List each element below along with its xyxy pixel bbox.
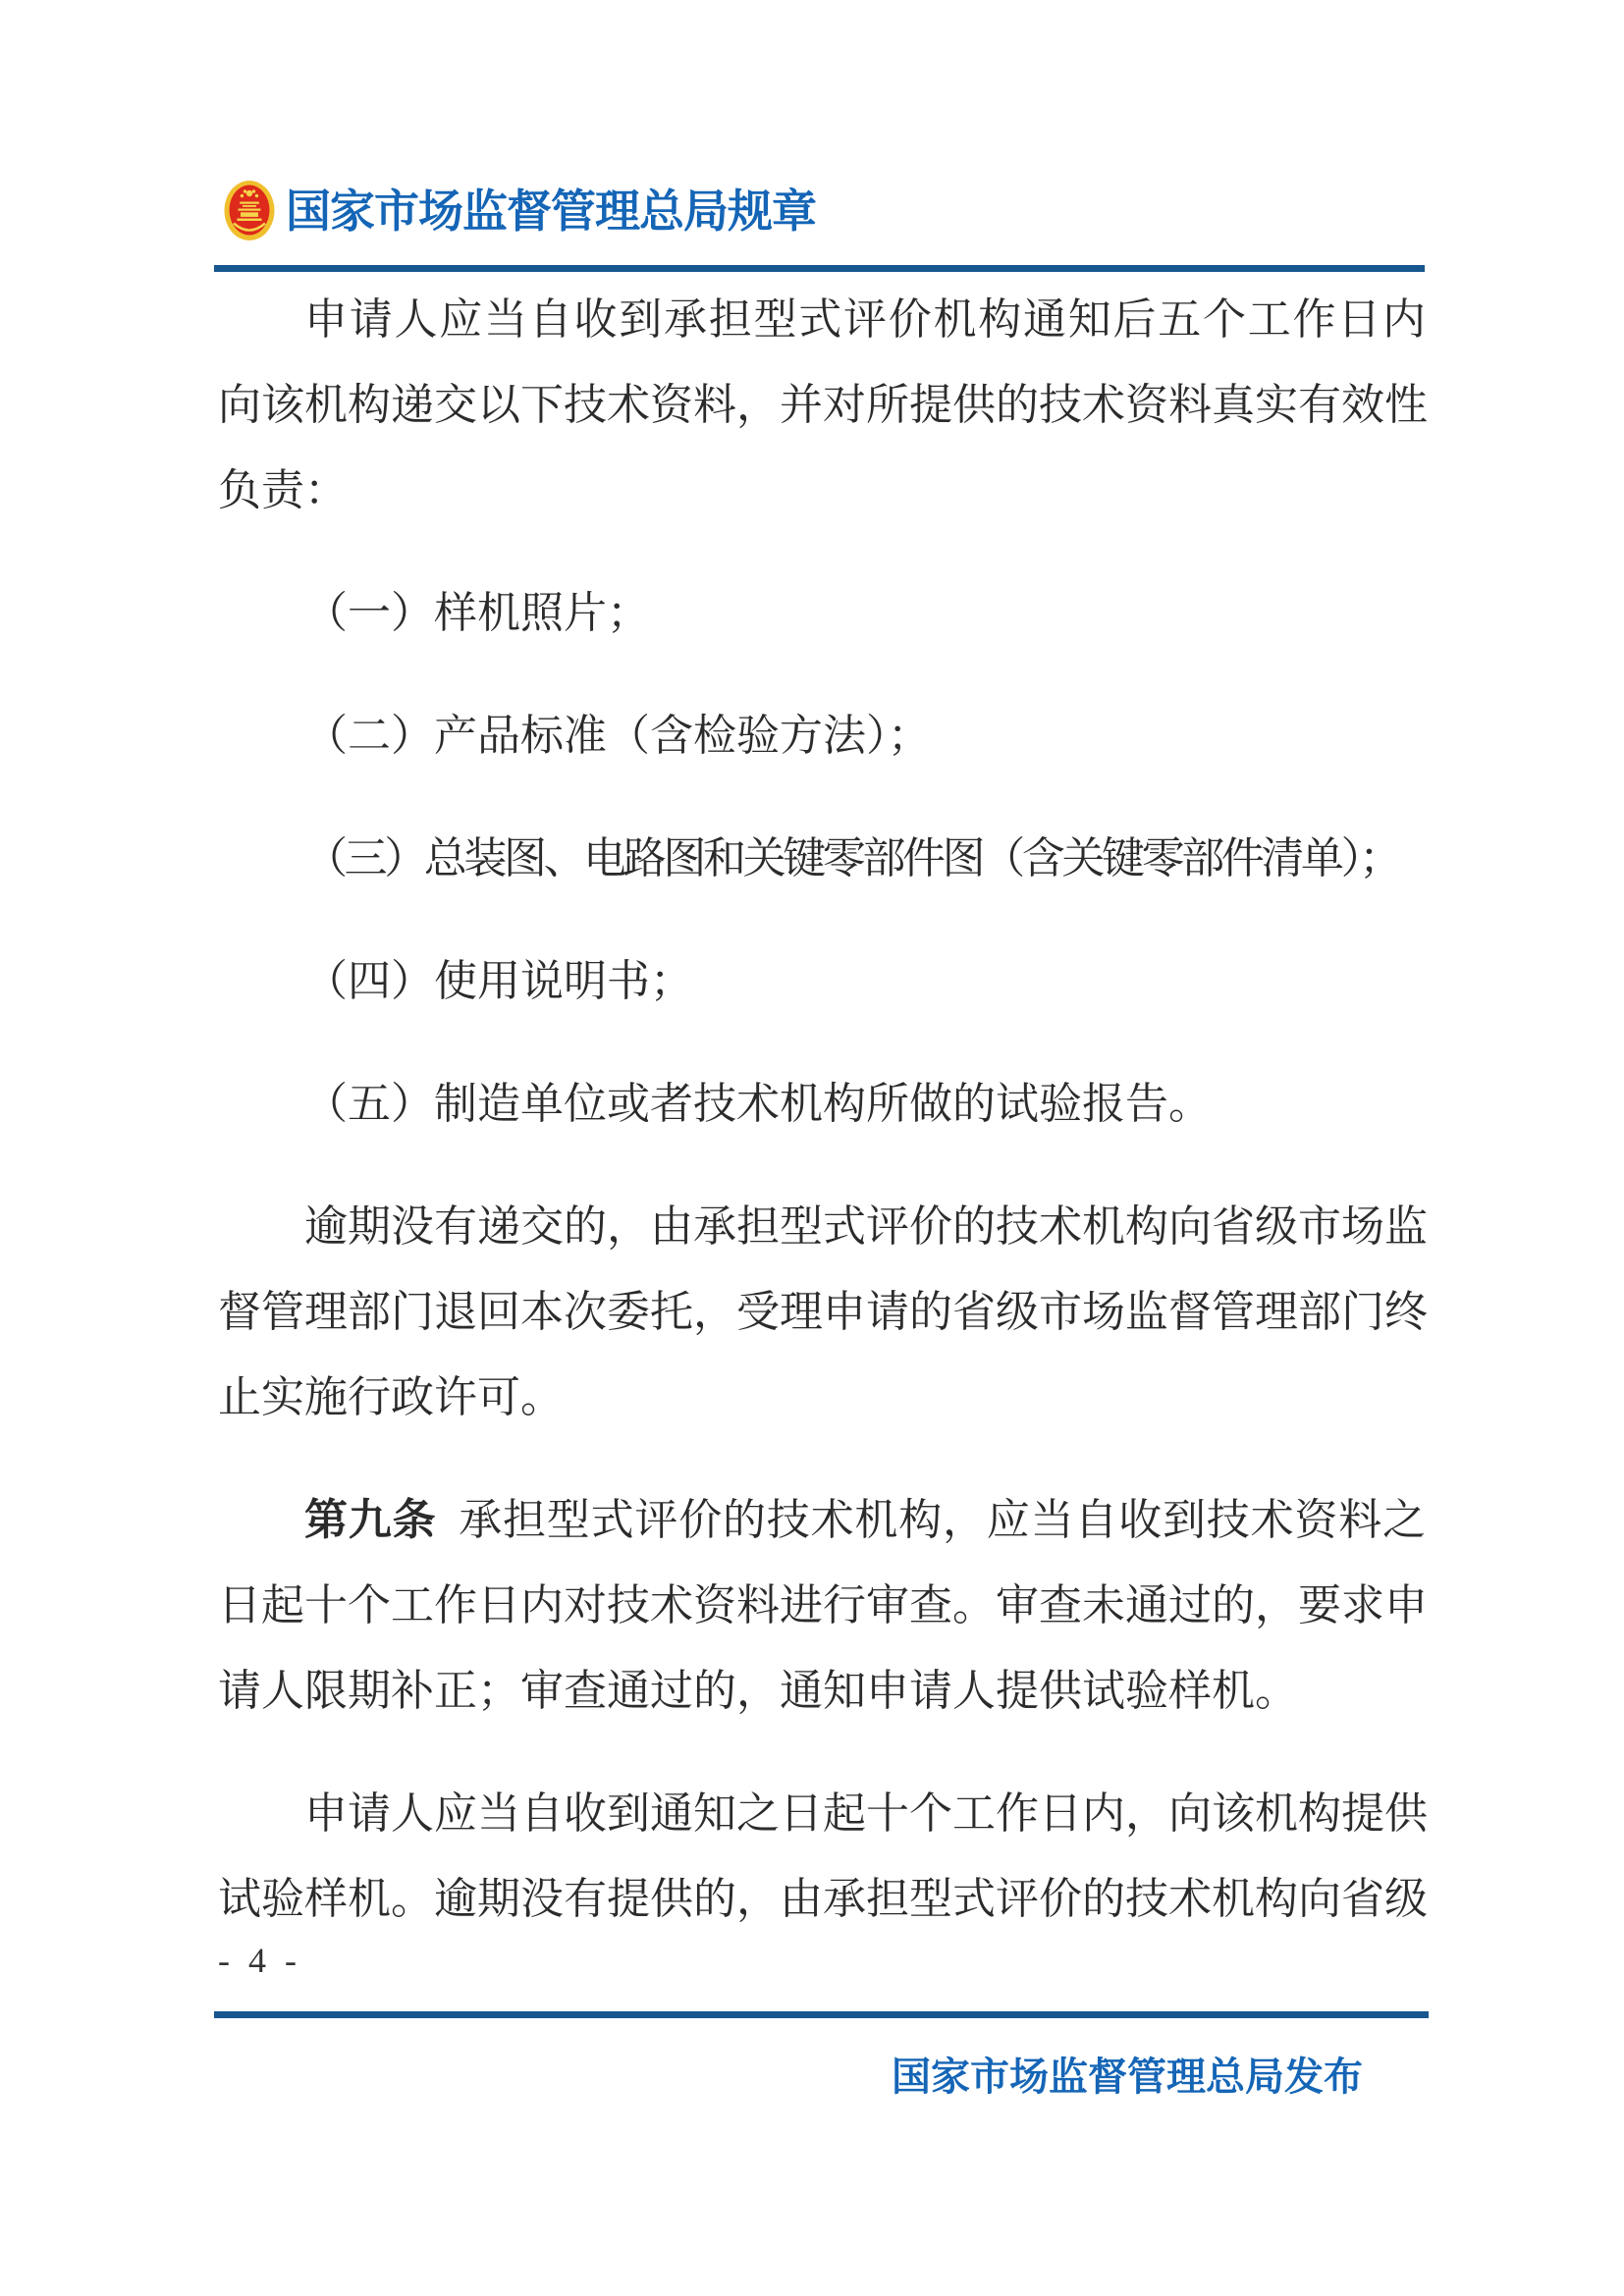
body-line: 申请人应当自收到承担型式评价机构通知后五个工作日内 xyxy=(304,295,1426,344)
body-line: （一）样机照片； xyxy=(304,589,650,637)
body-line: 督管理部门退回本次委托，受理申请的省级市场监督管理部门终 xyxy=(218,1288,1428,1336)
paragraph xyxy=(218,277,1426,533)
body-line: 负责： xyxy=(218,466,348,514)
body-line-text: 承担型式评价的技术机构，应当自收到技术资料之 xyxy=(458,1496,1427,1544)
body-line: （五）制造单位或者技术机构所做的试验报告。 xyxy=(304,1080,1212,1128)
document-body xyxy=(218,277,1426,1979)
body-line: 请人限期补正；审查通过的，通知申请人提供试验样机。 xyxy=(218,1667,1298,1715)
list-item-5 xyxy=(218,1061,1426,1147)
page-title: 国家市场监督管理总局规章 xyxy=(286,186,816,237)
footer-rule xyxy=(214,2011,1429,2018)
page-number: - 4 - xyxy=(218,1941,301,1980)
china-national-emblem-icon xyxy=(224,180,275,241)
publisher-label: 国家市场监督管理总局发布 xyxy=(892,2056,1363,2099)
body-line: （四）使用说明书； xyxy=(304,957,693,1005)
list-item-3 xyxy=(218,816,1426,901)
article-number: 第九条 xyxy=(304,1496,437,1544)
body-line: 止实施行政许可。 xyxy=(218,1373,564,1421)
paragraph xyxy=(218,1771,1426,1942)
body-line: 日起十个工作日内对技术资料进行审查。审查未通过的，要求申 xyxy=(218,1581,1428,1629)
list-item-1 xyxy=(218,570,1426,656)
body-line: （二）产品标准（含检验方法）； xyxy=(304,712,931,760)
body-line xyxy=(218,1477,1426,1563)
header-rule xyxy=(214,265,1425,272)
list-item-4 xyxy=(218,938,1426,1024)
article-9-paragraph xyxy=(218,1477,1426,1734)
body-line: 逾期没有递交的，由承担型式评价的技术机构向省级市场监 xyxy=(304,1202,1428,1251)
body-line: 申请人应当自收到通知之日起十个工作日内，向该机构提供 xyxy=(304,1789,1428,1838)
body-line: 试验样机。逾期没有提供的，由承担型式评价的技术机构向省级 xyxy=(218,1875,1428,1923)
body-line: 向该机构递交以下技术资料，并对所提供的技术资料真实有效性 xyxy=(218,381,1428,429)
body-line: （三）总装图、电路图和关键零部件图（含关键零部件清单）； xyxy=(304,834,1399,882)
list-item-2 xyxy=(218,693,1426,778)
paragraph xyxy=(218,1184,1426,1440)
